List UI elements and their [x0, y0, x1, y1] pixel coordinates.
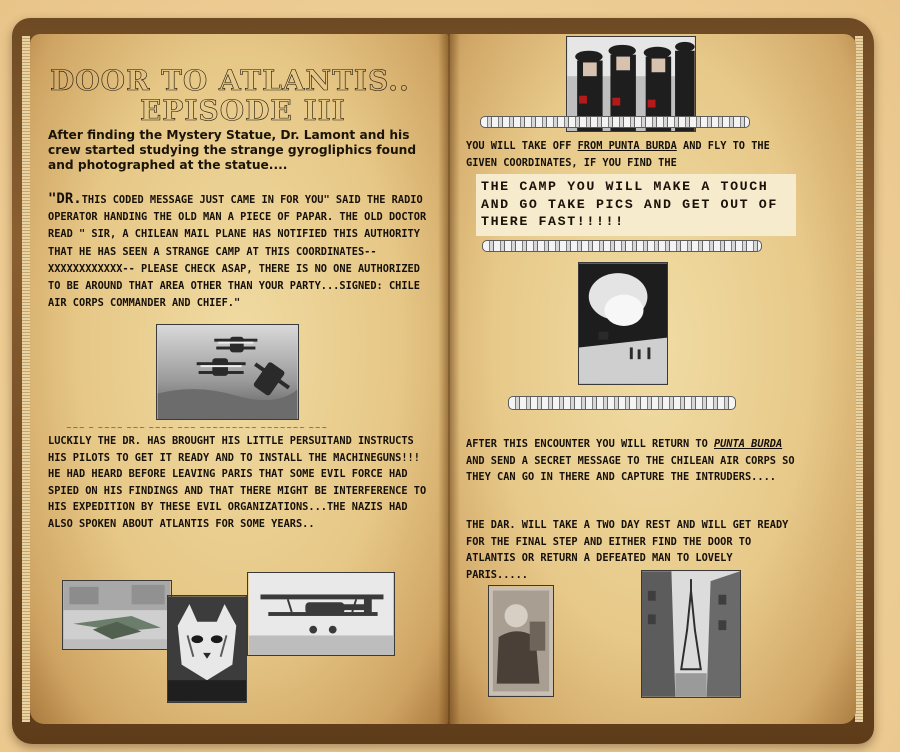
chain-divider-2: [482, 240, 762, 252]
story-line-2: HE HAD HEARD BEFORE LEAVING PARIS THAT SOME EVIL FORCE HAD SPIED ON HIS FINDINGS AND THAT THERE MIGHT BE INTERFERENCE TO HIS EXPEDITION BY THESE EVIL ORGANIZATIONS...THE NAZIS HAD ALSO SPOKEN ABOUT ATLANTIS FOR SOME YEARS..: [48, 468, 427, 530]
coded-message-paragraph: [48, 191, 428, 312]
eiffel-tower-street-photo: [641, 570, 741, 698]
story-paragraph: [48, 433, 428, 533]
closing-paragraph: THE DAR. WILL TAKE A TWO DAY REST AND WILL GET READY FOR THE FINAL STEP AND EITHER FIND THE DOOR TO ATLANTIS OR RETURN A DEFEATED MAN TO LOVELY PARIS.....: [466, 519, 789, 581]
message-body: THIS CODED MESSAGE JUST CAME IN FOR YOU" SAID THE RADIO OPERATOR HANDING THE OLD MAN A PIECE OF PAPAR. THE OLD DOCTOR READ " SIR, A CHILEAN MAIL PLANE HAS NOTIFIED THIS AUTHORITY THAT HE HAS SEEN A STRANGE CAMP AT THIS COORDINATES--XXXXXXXXXXXX-- PLEASE CHECK ASAP, THERE IS NO ONE AUTHORIZED TO BE AROUND THAT AREA OTHER THAN YOUR PARTY...SIGNED: CHILE AIR CORPS COMMANDER AND CHIEF.": [48, 194, 427, 310]
page-stack-right: [855, 36, 863, 722]
orders-pre: YOU WILL TAKE OFF: [466, 140, 578, 152]
photo-caption-scribble: ~~~ ~ ~~~~ ~~~ ~~~~ ~~~ ~~~~~~~~~ ~~~~~~~ ~~~: [66, 424, 328, 432]
book-spine: [438, 34, 460, 724]
biplanes-photo: [156, 324, 299, 420]
chain-divider-3: [508, 396, 736, 410]
single-biplane-photo: [247, 572, 395, 656]
after-post: AND SEND A SECRET MESSAGE TO THE CHILEAN AIR CORPS SO THEY CAN GO IN THERE AND CAPTURE THE INTRUDERS....: [466, 454, 795, 484]
orders-paragraph: [466, 138, 796, 171]
hangar-aircraft-photo: [62, 580, 172, 650]
orders-post: AND FLY TO THE GIVEN COORDINATES, IF YOU FIND THE: [466, 140, 770, 169]
title-line-1: DOOR TO ATLANTIS..: [50, 64, 410, 97]
message-lead: "DR.: [48, 191, 82, 207]
after-pre: AFTER THIS ENCOUNTER YOU WILL RETURN TO: [466, 438, 714, 450]
chain-divider-1: [480, 116, 750, 128]
after-place: PUNTA BURDA: [713, 438, 783, 450]
page-stack-left: [22, 36, 30, 722]
mission-quote: THE CAMP YOU WILL MAKE A TOUCH AND GO TAKE PICS AND GET OUT OF THERE FAST!!!!!: [481, 179, 778, 229]
doctor-portrait-photo: [488, 585, 554, 697]
intro-paragraph: After finding the Mystery Statue, Dr. Lamont and his crew started studying the strange gyrogliphics found and photographed at the statue....: [48, 128, 417, 172]
after-encounter-paragraph: [466, 436, 798, 486]
story-line-1: LUCKILY THE DR. HAS BROUGHT HIS LITTLE PERSUITAND INSTRUCTS HIS PILOTS TO GET IT READY AND TO INSTALL THE MACHINEGUNS!!!: [48, 435, 420, 464]
title-line-2: EPISODE III: [140, 94, 346, 127]
explosion-photo: [578, 262, 668, 385]
orders-place: FROM PUNTA BURDA: [577, 140, 677, 152]
cat-woman-portrait-photo: [167, 595, 247, 703]
